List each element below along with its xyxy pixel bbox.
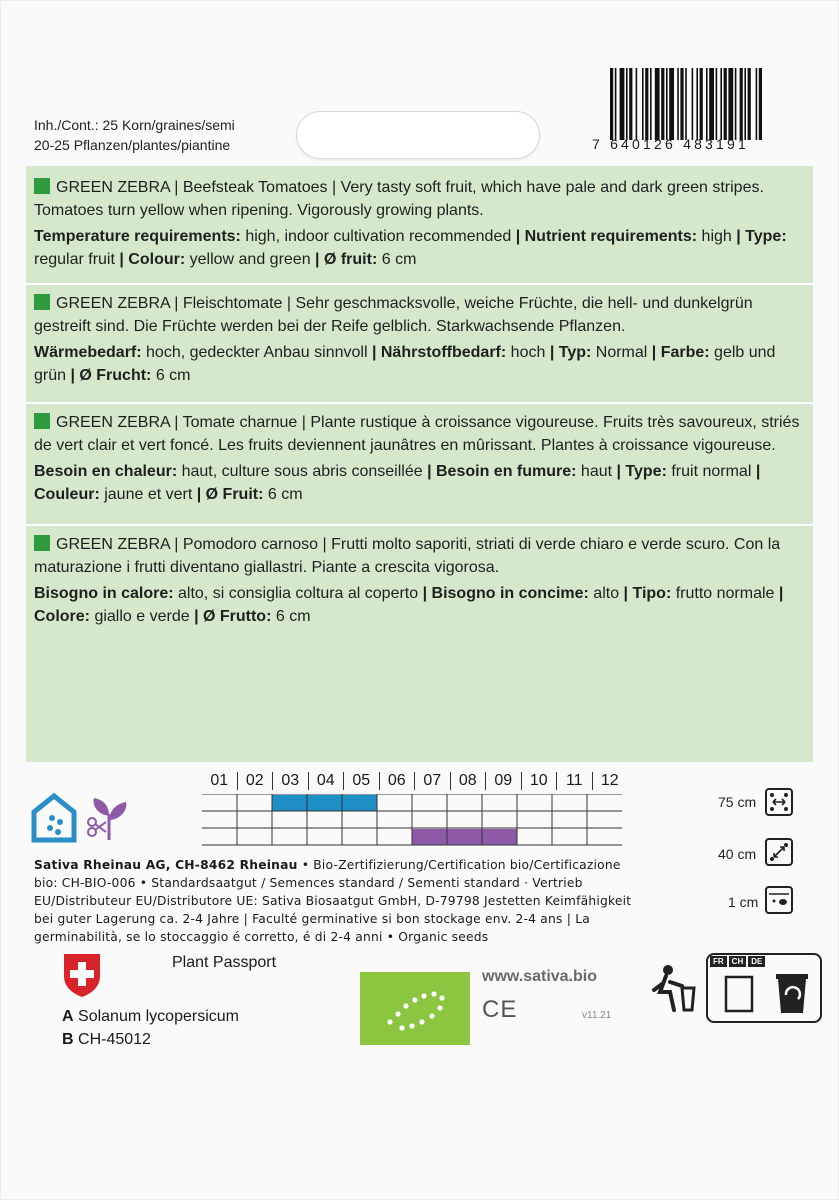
colour-value-de: gelb und grün: [34, 344, 776, 384]
barcode-bar: [744, 68, 746, 140]
description-en: [34, 176, 806, 271]
green-square-icon: [34, 178, 50, 194]
divider: [26, 524, 813, 526]
passport-a-value: Solanum lycopersicum: [78, 1008, 239, 1025]
month-label-09: 09: [486, 772, 522, 790]
row-spacing-icon: [765, 788, 793, 816]
size-label-en: | Ø fruit:: [315, 251, 378, 268]
temp-value-en: high, indoor cultivation recommended: [240, 228, 516, 245]
size-label-fr: | Ø Fruit:: [196, 486, 264, 503]
plant-passport-title: Plant Passport: [172, 954, 277, 971]
barcode-bar: [615, 68, 617, 140]
type-value-de: Normal: [591, 344, 652, 361]
passport-line-b: [62, 1031, 151, 1049]
eu-star-icon: [399, 1025, 404, 1030]
plant-spacing-icon: [765, 838, 793, 866]
passport-b-value: CH-45012: [78, 1031, 151, 1048]
barcode-bar: [759, 68, 762, 140]
barcode-bar: [756, 68, 758, 140]
website-url[interactable]: www.sativa.bio: [482, 968, 597, 985]
eu-star-icon: [419, 1019, 424, 1024]
nutr-value-de: hoch: [506, 344, 550, 361]
sowing-depth-info: [728, 894, 758, 910]
eu-star-icon: [431, 991, 436, 996]
barcode-bar: [700, 68, 703, 140]
type-label-en: | Type:: [736, 228, 787, 245]
greenhouse-sowing-icon: [30, 792, 78, 844]
size-value-en: 6 cm: [377, 251, 417, 268]
legal-text: [34, 856, 634, 946]
country-tag-ch: CH: [729, 956, 747, 967]
barcode-bar: [692, 68, 694, 140]
tidyman-icon: [648, 962, 702, 1016]
eu-star-icon: [403, 1003, 408, 1008]
barcode-bar: [709, 68, 714, 140]
description-it: [34, 533, 806, 628]
month-label-11: 11: [557, 772, 593, 790]
eu-star-icon: [439, 995, 444, 1000]
sowing-depth-icon: [765, 886, 793, 914]
intro-it: GREEN ZEBRA | Pomodoro carnoso | Frutti molto saporiti, striati di verde chiaro e verde scuro. Con la maturazione i frutti diventano giallastri. Piante a crescita vigorosa.: [34, 536, 781, 576]
nutr-value-it: alto: [588, 585, 624, 602]
contents-plants: 20-25 Pflanzen/plantes/piantine: [34, 137, 231, 153]
passport-line-a: [62, 1008, 239, 1026]
row-spacing-info: [718, 794, 756, 810]
sowing-depth-value: 1 cm: [728, 894, 759, 910]
nutr-label-de: | Nährstoffbedarf:: [371, 344, 507, 361]
month-label-02: 02: [238, 772, 274, 790]
nutr-value-en: high: [697, 228, 737, 245]
colour-label-en: | Colour:: [119, 251, 186, 268]
hanger-slot: [296, 111, 540, 159]
month-label-01: 01: [202, 772, 238, 790]
temp-label-fr: Besoin en chaleur:: [34, 463, 178, 480]
temp-label-en: Temperature requirements:: [34, 228, 241, 245]
barcode: [610, 68, 822, 140]
month-label-10: 10: [522, 772, 558, 790]
barcode-bar: [680, 68, 683, 140]
type-label-de: | Typ:: [549, 344, 592, 361]
harvest-period-bar: [412, 829, 517, 845]
nutr-label-fr: | Besoin en fumure:: [427, 463, 577, 480]
barcode-bar: [696, 68, 698, 140]
sowing-harvest-calendar: [202, 772, 632, 842]
barcode-bar: [685, 68, 687, 140]
type-label-fr: | Type:: [616, 463, 667, 480]
colour-label-it: | Colore:: [34, 585, 784, 625]
size-label-de: | Ø Frucht:: [70, 367, 152, 384]
type-value-fr: fruit normal: [666, 463, 756, 480]
colour-value-en: yellow and green: [185, 251, 316, 268]
passport-b-letter: B: [62, 1031, 74, 1048]
ce-mark: CE: [482, 996, 518, 1023]
description-de: [34, 292, 806, 387]
size-value-it: 6 cm: [271, 608, 311, 625]
eu-star-icon: [395, 1011, 400, 1016]
country-tag-de: DE: [748, 956, 765, 967]
size-value-de: 6 cm: [151, 367, 191, 384]
contents-seeds: Inh./Cont.: 25 Korn/graines/semi: [34, 117, 235, 133]
company-name: Sativa Rheinau AG, CH-8462 Rheinau: [34, 858, 298, 872]
passport-a-letter: A: [62, 1008, 74, 1025]
intro-en: GREEN ZEBRA | Beefsteak Tomatoes | Very tasty soft fruit, which have pale and dark green stripes. Tomatoes turn yellow when ripening. Vigorously growing plants.: [34, 179, 764, 219]
plant-spacing-info: [718, 846, 756, 862]
month-label-12: 12: [600, 772, 619, 789]
temp-label-de: Wärmebedarf:: [34, 344, 142, 361]
barcode-bar: [661, 68, 664, 140]
colour-value-it: giallo e verde: [90, 608, 195, 625]
paper-bin-icon: [774, 969, 810, 1015]
temp-value-de: hoch, gedeckter Anbau sinnvoll: [141, 344, 372, 361]
eu-star-icon: [421, 993, 426, 998]
barcode-bar: [720, 68, 722, 140]
version-label: v11.21: [582, 1010, 612, 1021]
barcode-bar: [642, 68, 644, 140]
month-label-04: 04: [309, 772, 345, 790]
barcode-bar: [645, 68, 648, 140]
harvest-plant-icon: [82, 792, 136, 844]
type-value-it: frutto normale: [671, 585, 779, 602]
barcode-digits: 7 640126 483191: [592, 136, 749, 152]
barcode-bar: [740, 68, 743, 140]
type-value-en: regular fruit: [34, 251, 120, 268]
swiss-shield-icon: [62, 952, 102, 998]
intro-fr: GREEN ZEBRA | Tomate charnue | Plante rustique à croissance vigoureuse. Fruits très savoureux, striés de vert clair et vert foncé. Les fruits deviennent jaunâtres en mûrissant. Plantes à croissance vigoureuse.: [34, 414, 800, 454]
barcode-bar: [620, 68, 625, 140]
type-label-it: | Tipo:: [623, 585, 672, 602]
month-label-07: 07: [415, 772, 451, 790]
barcode-bar: [728, 68, 733, 140]
certification-text: • Bio-Zertifizierung/Certification bio/Certificazione bio: CH-BIO-006 • Standardsaatgut / Semences standard / Sementi standard · Vertrieb EU/Distributeur EU/Distributore UE: Sativa Biosaatgut GmbH, D-79798 Jestetten Keimfähigkeit bei guter Lagerung ca. 2-4 Jahre | Faculté germinative si bon stockage env. 2-4 ans | La germinabilità, se lo stoccaggio é corretto, é di 2-4 anni • Organic seeds: [34, 858, 632, 944]
barcode-bar: [629, 68, 632, 140]
nutr-value-fr: haut: [576, 463, 617, 480]
plant-spacing-value: 40 cm: [718, 846, 757, 862]
size-label-it: | Ø Frutto:: [194, 608, 272, 625]
divider: [26, 283, 813, 285]
month-label-05: 05: [344, 772, 380, 790]
recycling-label: [706, 953, 822, 1023]
packet-contents: [34, 115, 235, 155]
calendar-months: [202, 772, 627, 790]
divider: [26, 402, 813, 404]
eu-organic-logo: [360, 972, 470, 1045]
colour-value-fr: jaune et vert: [99, 486, 197, 503]
month-label-06: 06: [380, 772, 416, 790]
colour-label-fr: | Couleur:: [34, 463, 761, 503]
eu-star-icon: [409, 1023, 414, 1028]
intro-de: GREEN ZEBRA | Fleischtomate | Sehr geschmacksvolle, weiche Früchte, die hell- und dunkelgrün gestreift sind. Die Früchte werden bei der Reife gelblich. Starkwachsende Pflanzen.: [34, 295, 753, 335]
country-tag-fr: FR: [710, 956, 727, 967]
description-fr: [34, 411, 806, 506]
row-spacing-value: 75 cm: [718, 794, 757, 810]
barcode-bar: [610, 68, 613, 140]
barcode-bar: [650, 68, 652, 140]
green-square-icon: [34, 413, 50, 429]
eu-star-icon: [387, 1019, 392, 1024]
barcode-bar: [735, 68, 737, 140]
barcode-bar: [748, 68, 751, 140]
month-label-08: 08: [451, 772, 487, 790]
temp-label-it: Bisogno in calore:: [34, 585, 174, 602]
paper-bag-icon: [722, 973, 756, 1015]
eu-star-icon: [412, 997, 417, 1002]
sowing-period-bar: [272, 795, 377, 811]
colour-label-de: | Farbe:: [651, 344, 710, 361]
calendar-grid: [202, 794, 628, 850]
nutr-label-it: | Bisogno in concime:: [422, 585, 589, 602]
barcode-bar: [716, 68, 718, 140]
eu-star-icon: [429, 1013, 434, 1018]
temp-value-fr: haut, culture sous abris conseillée: [177, 463, 428, 480]
barcode-bar: [677, 68, 679, 140]
green-square-icon: [34, 535, 50, 551]
barcode-bar: [669, 68, 674, 140]
barcode-bar: [655, 68, 660, 140]
barcode-bar: [626, 68, 628, 140]
barcode-bar: [666, 68, 668, 140]
month-label-03: 03: [273, 772, 309, 790]
green-square-icon: [34, 294, 50, 310]
barcode-bar: [636, 68, 638, 140]
nutr-label-en: | Nutrient requirements:: [515, 228, 698, 245]
size-value-fr: 6 cm: [263, 486, 303, 503]
eu-star-icon: [437, 1005, 442, 1010]
barcode-bar: [724, 68, 727, 140]
temp-value-it: alto, si consiglia coltura al coperto: [173, 585, 423, 602]
barcode-bar: [706, 68, 708, 140]
